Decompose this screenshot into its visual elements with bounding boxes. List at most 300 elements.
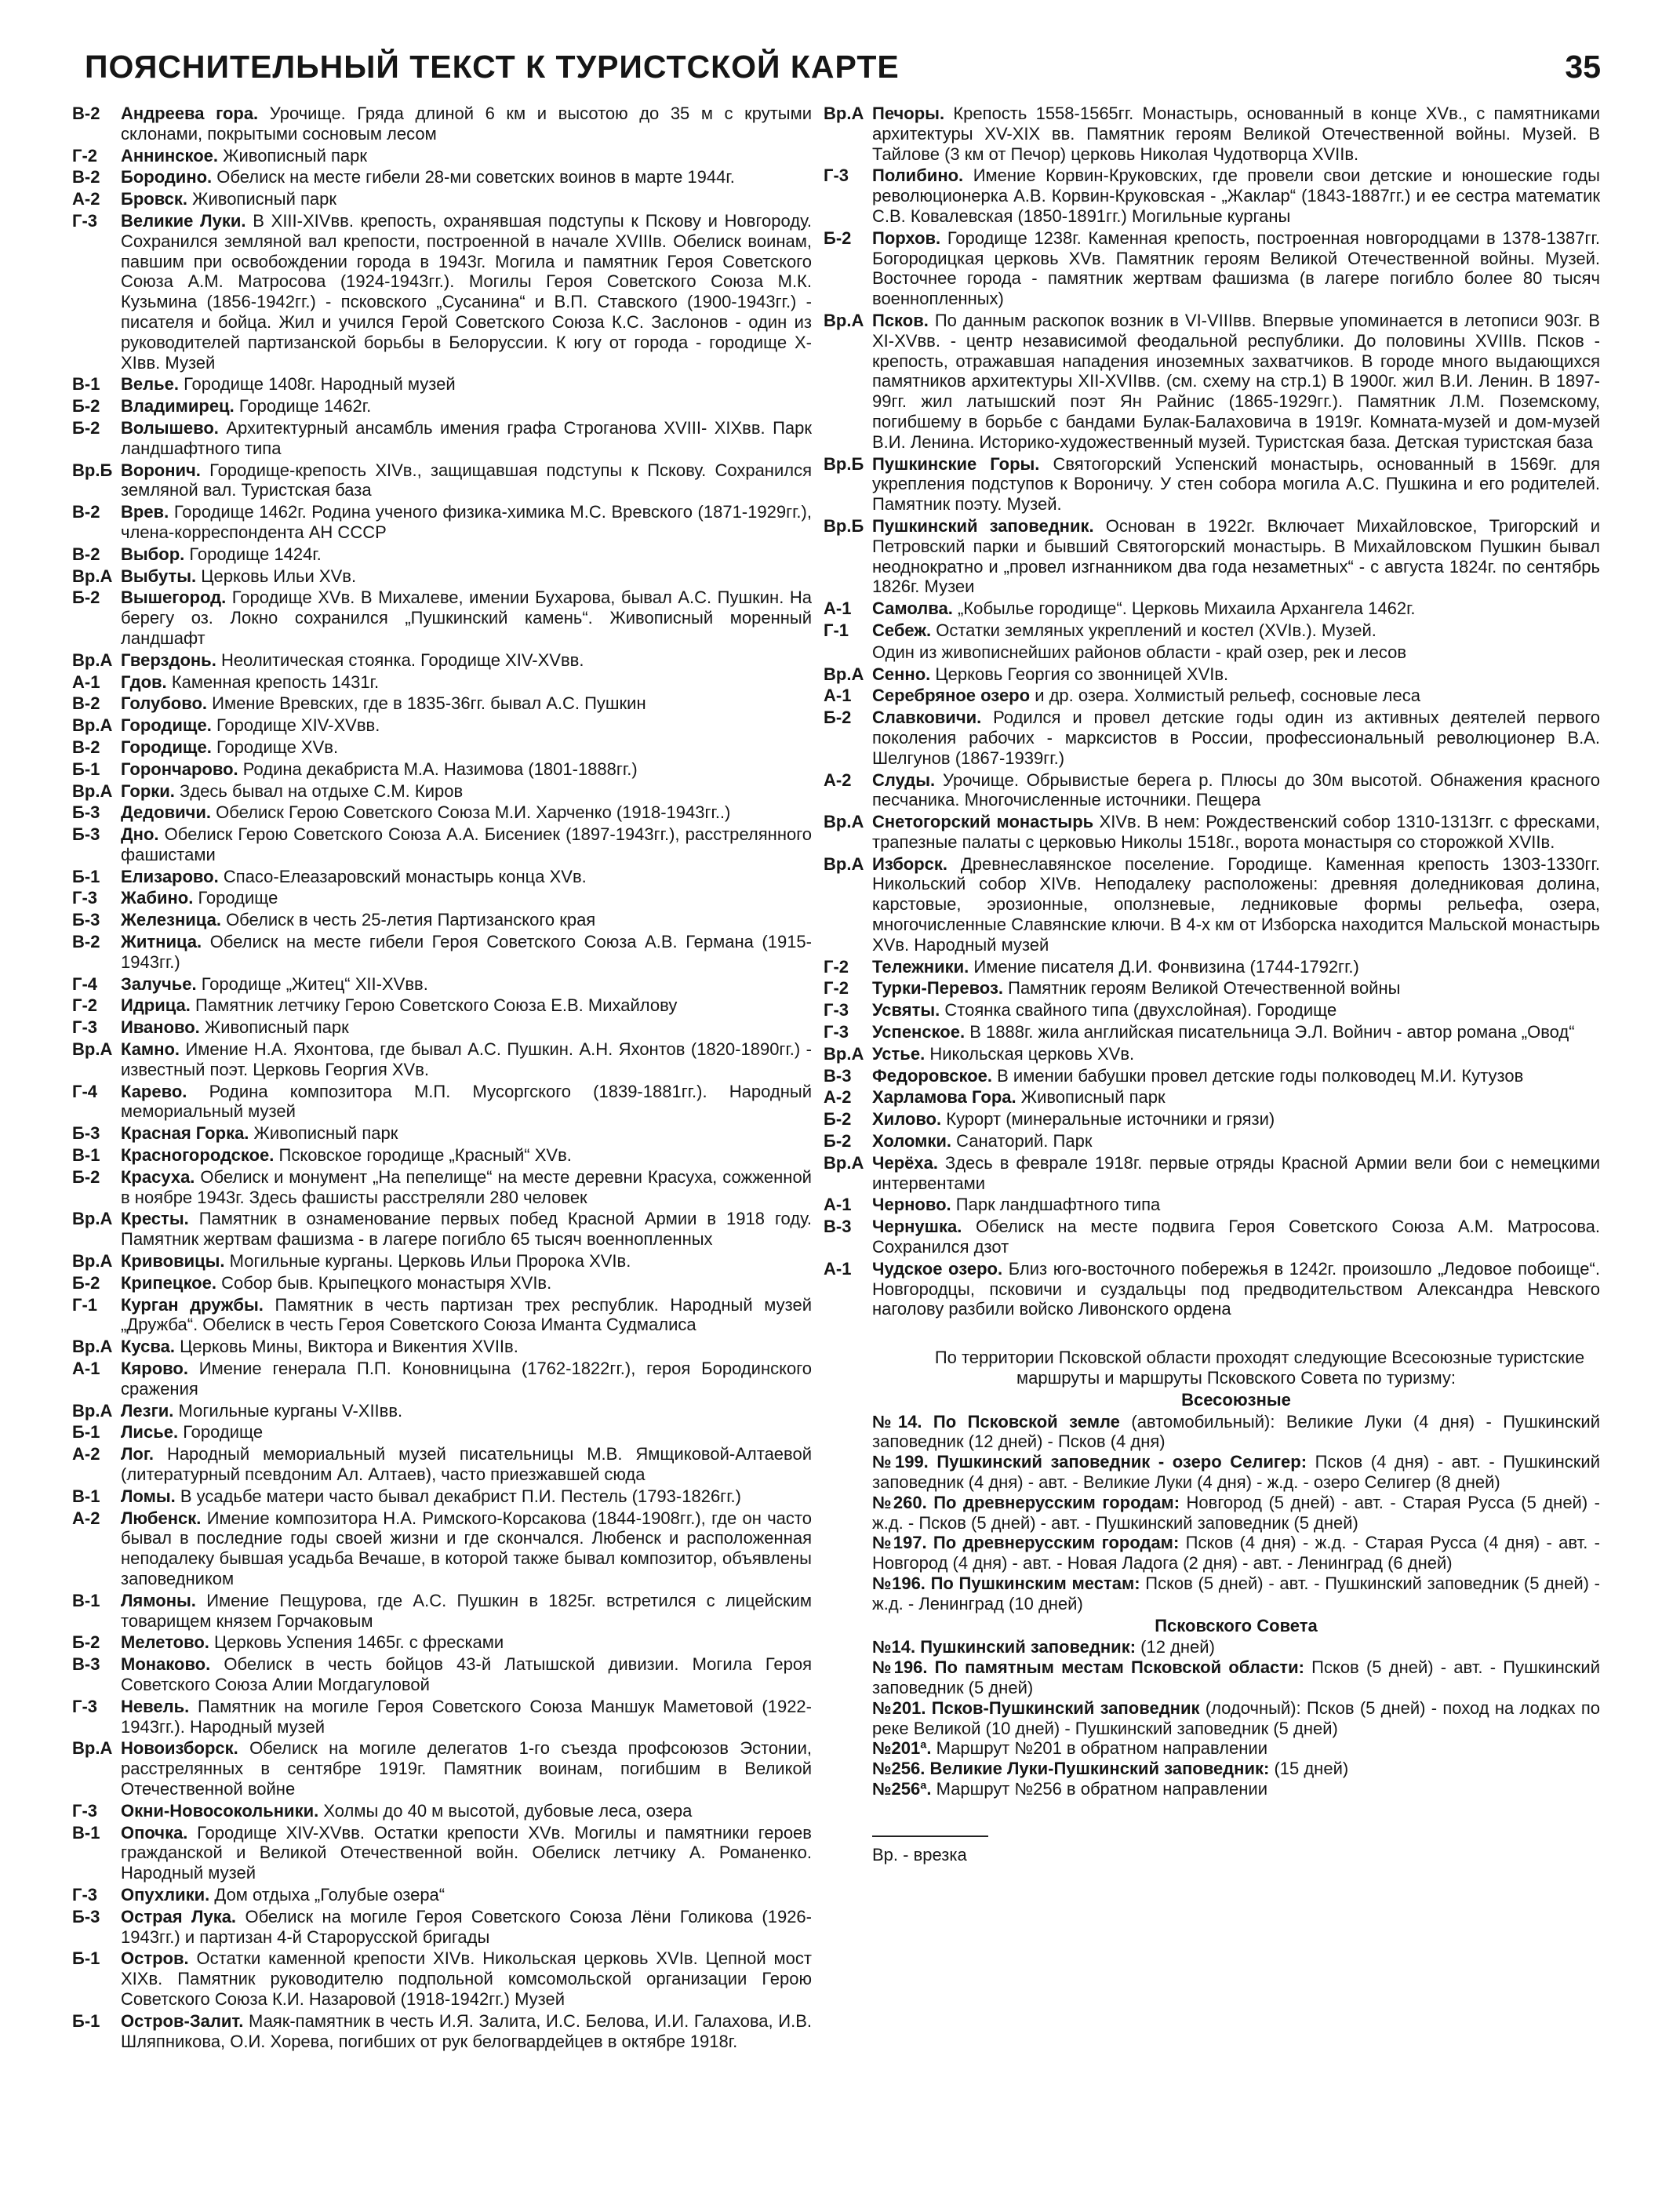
gazetteer-entry xyxy=(824,1087,1600,1108)
route-text: Маршрут №256 в обратном направлении xyxy=(936,1778,1267,1799)
map-grid-ref: А-2 xyxy=(72,1444,100,1464)
entry-description xyxy=(872,454,1600,515)
place-name: Красногородское. xyxy=(121,1145,275,1166)
entry-description xyxy=(121,974,812,995)
gazetteer-entry xyxy=(72,588,812,648)
place-name: Серебряное озеро xyxy=(872,686,1031,706)
entry-text: Имение писателя Д.И. Фонвизина (1744-1792гг.) xyxy=(973,956,1359,977)
route-number: №196. По памятным местам Псковской области: xyxy=(872,1657,1304,1678)
map-grid-ref: А-1 xyxy=(824,598,852,619)
map-grid-ref: Вр.А xyxy=(72,780,113,801)
route-text: (лодочный): Псков (5 дней) - поход на лодках по реке Великой (10 дней) - Пушкинский заповедник (5 дней) xyxy=(872,1697,1600,1738)
entry-description xyxy=(121,1486,812,1507)
entry-text: Церковь Успения 1465г. с фресками xyxy=(214,1632,504,1653)
gazetteer-entry xyxy=(72,910,812,930)
entry-text: В имении бабушки провел детские годы полководец М.И. Кутузов xyxy=(997,1065,1524,1086)
gazetteer-entry xyxy=(72,1251,812,1272)
entry-text: Никольская церковь XVв. xyxy=(929,1043,1135,1064)
gazetteer-entry xyxy=(72,1145,812,1166)
entry-text: Имение Корвин-Круковских, где провели свои детские и юношеские годы революционерка А.В. Корвин-Круковская - „Жаклар“ (1843-1887гг.) и ее сестра математик С.В. Ковалевская (1850-1891гг.) Могильные курганы xyxy=(872,166,1600,226)
map-grid-ref: Б-1 xyxy=(72,759,100,779)
route-item xyxy=(872,1759,1600,1779)
place-name: Курган дружбы. xyxy=(121,1294,264,1315)
map-grid-ref: В-2 xyxy=(72,737,100,757)
entry-text: Городище XVв. xyxy=(216,737,339,757)
map-grid-ref: Вр.А xyxy=(72,566,113,586)
entry-text: Могильные курганы V-XIIвв. xyxy=(178,1400,403,1421)
gazetteer-entry xyxy=(72,974,812,995)
gazetteer-entry xyxy=(824,516,1600,597)
entry-description xyxy=(872,620,1600,641)
route-number: №260. По древнерусским городам: xyxy=(872,1492,1180,1512)
map-grid-ref: Вр.Б xyxy=(72,460,113,480)
routes-intro: По территории Псковской области проходят следующие Всесоюзные туристские маршруты и маршруты Псковского Совета по туризму: xyxy=(934,1348,1585,1388)
map-grid-ref: Б-3 xyxy=(72,1123,100,1144)
route-item xyxy=(872,1657,1600,1698)
entry-description xyxy=(121,650,812,671)
gazetteer-entry xyxy=(824,620,1600,641)
gazetteer-entry xyxy=(72,1508,812,1589)
entry-description xyxy=(121,1039,812,1080)
entry-text: Городище 1462г. xyxy=(238,396,372,417)
entry-description xyxy=(872,1131,1600,1151)
gazetteer-entry xyxy=(72,1422,812,1443)
entry-text: Собор быв. Крыпецкого монастыря XVIв. xyxy=(221,1272,552,1293)
place-name: Городище. xyxy=(121,737,212,757)
map-grid-ref: А-2 xyxy=(72,1508,100,1528)
entry-description xyxy=(121,189,812,209)
gazetteer-entry xyxy=(824,708,1600,768)
gazetteer-entry xyxy=(72,2011,812,2052)
map-grid-ref: Г-3 xyxy=(72,1017,98,1038)
map-grid-ref: Б-2 xyxy=(72,417,100,438)
gazetteer-entry xyxy=(824,228,1600,309)
footnote-rule xyxy=(872,1835,988,1837)
gazetteer-entry xyxy=(824,311,1600,453)
entry-description xyxy=(121,460,812,501)
routes-group-heading: Всесоюзные xyxy=(1181,1389,1291,1410)
entry-text: Древнеславянское поселение. Городище. Каменная крепость 1303-1330гг. Никольский собор XIVв. Неподалеку расположены: древняя доледниковая долина, карстовые, эрозионные, оползневые, ледниковые формы рельефа, озера, многочисленные Славянские ключи. В 4-х км от Изборска находится Мальской монастырь XVв. Народный музей xyxy=(872,853,1600,955)
entry-description xyxy=(121,544,812,565)
place-name: Печоры. xyxy=(872,104,945,123)
map-grid-ref: Вр.А xyxy=(824,310,864,330)
entry-description xyxy=(872,1153,1600,1194)
map-grid-ref: Г-1 xyxy=(72,1294,98,1315)
gazetteer-entry xyxy=(72,1401,812,1421)
entry-description xyxy=(121,1123,812,1144)
map-grid-ref: Г-4 xyxy=(72,1081,98,1101)
entry-description xyxy=(872,708,1600,768)
map-grid-ref: В-3 xyxy=(72,1654,100,1675)
routes-group-heading: Псковского Совета xyxy=(1155,1615,1318,1635)
place-name: Самолва. xyxy=(872,598,953,619)
map-grid-ref: А-2 xyxy=(72,189,100,209)
place-name: Великие Луки. xyxy=(121,210,246,231)
entry-text: Святогорский Успенский монастырь, основанный в 1569г. для укрепления подступов к Вороничу. У стен собора могила А.С. Пушкина и его родителей. Памятник поэту. Музей. xyxy=(872,453,1600,515)
entry-description xyxy=(121,1251,812,1272)
page-number: 35 xyxy=(1565,49,1601,85)
entry-description xyxy=(121,502,812,543)
route-item xyxy=(872,1533,1600,1574)
place-name: Бородино. xyxy=(121,167,213,187)
place-name: Лямоны. xyxy=(121,1590,196,1610)
entry-text: Городище XVв. В Михалеве, имении Бухарова, бывал А.С. Пушкин. На берегу оз. Локно сохранился „Пушкинский камень“. Живописный моренный ландшафт xyxy=(121,588,812,648)
right-column-entries xyxy=(824,104,1600,1319)
gazetteer-entry xyxy=(72,1123,812,1144)
place-name: Славковичи. xyxy=(872,708,982,728)
entry-description xyxy=(121,1444,812,1485)
place-name: Воронич. xyxy=(121,460,201,480)
place-name: Федоровское. xyxy=(872,1065,993,1086)
place-name: Лог. xyxy=(121,1444,154,1464)
entry-text: Остатки каменной крепости XIVв. Никольская церковь XVIв. Цепной мост XIXв. Памятник руководителю подпольной комсомольской организации Герою Советского Союза К.И. Назаровой (1918-1942гг.) Музей xyxy=(121,1948,812,2009)
entry-text: Памятник на могиле Героя Советского Союза Маншук Маметовой (1922-1943гг.). Народный музей xyxy=(121,1696,812,1737)
map-grid-ref: Г-2 xyxy=(72,995,98,1016)
place-name: Устье. xyxy=(872,1043,926,1064)
gazetteer-entry xyxy=(824,1000,1600,1021)
map-grid-ref: В-3 xyxy=(824,1065,852,1086)
entry-description xyxy=(121,693,812,714)
place-name: Кресты. xyxy=(121,1209,189,1229)
map-grid-ref: Вр.А xyxy=(72,1039,113,1060)
entry-text: Обелиск Герою Советского Союза А.А. Бисениек (1897-1943гг.), расстрелянного фашистами xyxy=(121,824,812,864)
entry-text: Обелиск на могиле Героя Советского Союза Лёни Голикова (1926-1943гг.) и партизан 4-й Старорусской бригады xyxy=(121,1906,812,1947)
entry-text: Обелиск на месте гибели 28-ми советских воинов в марте 1944г. xyxy=(216,167,735,187)
place-name: Иваново. xyxy=(121,1017,200,1038)
place-name: Ломы. xyxy=(121,1486,176,1506)
place-name: Опухлики. xyxy=(121,1884,210,1905)
place-name: Гдов. xyxy=(121,671,167,692)
place-name: Карево. xyxy=(121,1081,187,1101)
entry-description xyxy=(121,1273,812,1293)
map-grid-ref: В-2 xyxy=(72,167,100,187)
gazetteer-entry xyxy=(72,1486,812,1507)
route-text: Псков (5 дней) - авт. - Пушкинский заповедник (5 дней) xyxy=(872,1657,1600,1697)
entry-text: Памятник героям Великой Отечественной войны xyxy=(1008,978,1401,999)
route-text: (15 дней) xyxy=(1274,1759,1349,1779)
map-grid-ref: Г-1 xyxy=(824,620,849,640)
entry-description xyxy=(872,228,1600,309)
place-name: Владимирец. xyxy=(121,396,235,417)
gazetteer-entry xyxy=(824,978,1600,999)
entry-description xyxy=(121,995,812,1016)
place-name: Сенно. xyxy=(872,664,931,684)
route-text: Псков (5 дней) - авт. - Пушкинский заповедник (5 дней) - ж.д. - Ленинград (10 дней) xyxy=(872,1573,1600,1614)
route-number: №14. По Псковской земле xyxy=(872,1411,1120,1432)
entry-text: Городище 1424г. xyxy=(189,544,322,564)
map-grid-ref: Г-2 xyxy=(824,956,849,977)
entry-text: Имение композитора Н.А. Римского-Корсакова (1844-1908гг.), где он часто бывал в последние годы своей жизни и где скончался. Любенск и расположенная неподалеку бывшая усадьба Вечаше, в которой также бывал композитор, объявлены заповедником xyxy=(121,1508,812,1588)
gazetteer-entry xyxy=(72,167,812,187)
map-grid-ref: Вр.А xyxy=(824,664,864,684)
entry-text: Городище 1462г. Родина ученого физика-химика М.С. Вревского (1871-1929гг.), члена-корреспондента АН СССР xyxy=(121,502,812,542)
gazetteer-entry xyxy=(824,454,1600,515)
entry-text: Городище XIV-XVвв. xyxy=(216,715,380,736)
gazetteer-entry xyxy=(72,1017,812,1038)
place-name: Вышегород. xyxy=(121,588,227,608)
map-grid-ref: Вр.А xyxy=(824,1152,864,1173)
place-name: Харламова Гора. xyxy=(872,1087,1016,1108)
entry-text: Здесь в феврале 1918г. первые отряды Красной Армии вели бои с немецкими интервентами xyxy=(872,1152,1600,1193)
entry-text: Курорт (минеральные источники и грязи) xyxy=(946,1109,1275,1130)
entry-text: XIVв. В нем: Рождественский собор 1310-1313гг. с фресками, трапезные палаты с церковью Николы 1518г., ворота монастыря со сторожкой XVIIв. xyxy=(872,812,1600,852)
entry-text: Обелиск Герою Советского Союза М.И. Харченко (1918-1943гг..) xyxy=(216,802,731,823)
entry-text: Санаторий. Парк xyxy=(956,1131,1093,1151)
place-name: Турки-Перевоз. xyxy=(872,978,1003,999)
gazetteer-entry xyxy=(72,396,812,417)
entry-text: Архитектурный ансамбль имения графа Строганова XVIII- XIXвв. Парк ландшафтного типа xyxy=(121,417,812,458)
entry-description xyxy=(121,1823,812,1883)
entry-description xyxy=(872,1000,1600,1021)
entry-text: Стоянка свайного типа (двухслойная). Городище xyxy=(944,1000,1337,1021)
entry-text: Урочище. Обрывистые берега р. Плюсы до 30м высотой. Обнажения красного песчаника. Многочисленные источники. Пещера xyxy=(872,769,1600,810)
place-name: Горончарово. xyxy=(121,759,238,779)
gazetteer-entry xyxy=(72,1337,812,1357)
entry-description xyxy=(121,1508,812,1589)
entry-text: Крепость 1558-1565гг. Монастырь, основанный в конце XVв., с памятниками архитектуры XV-XIX вв. Памятник героям Великой Отечественной войны. Музей. В Тайлове (3 км от Печор) церковь Николая Чудотворца XVIIв. xyxy=(872,104,1600,164)
gazetteer-entry xyxy=(824,664,1600,685)
map-grid-ref: В-1 xyxy=(72,1145,100,1166)
place-name: Кусва. xyxy=(121,1337,175,1357)
entry-description xyxy=(872,1259,1600,1319)
entry-text: Имение генерала П.П. Коновницына (1762-1822гг.), героя Бородинского сражения xyxy=(121,1359,812,1399)
map-grid-ref: Г-3 xyxy=(72,888,98,908)
route-text: (автомобильный): Великие Луки (4 дня) - Пушкинский заповедник (12 дней) - Псков (4 дня) xyxy=(872,1411,1600,1452)
gazetteer-entry xyxy=(824,1153,1600,1194)
entry-description xyxy=(121,211,812,373)
place-name: Красуха. xyxy=(121,1166,195,1187)
place-name: Псков. xyxy=(872,310,929,330)
gazetteer-entry xyxy=(72,867,812,887)
entry-note xyxy=(824,642,1600,663)
map-grid-ref: Вр.А xyxy=(72,1251,113,1272)
entry-text: По данным раскопок возник в VI-VIIIвв. Впервые упоминается в летописи 903г. В XI-XVвв. - центр независимой феодальной республики. До половины XVIIIв. Псков - крепость, отражавшая нападения иноземных захватчиков. В городе много выдающихся памятников архитектуры XII-XVIIвв. (см. схему на стр.1) В 1900г. жил В.И. Ленин. В 1897-99гг. жил латышский поэт Ян Райнис (1865-1929гг.). Памятник Л.М. Поземскому, погибшему в борьбе с бандами Булак-Балаховича в 1919г. Комната-музей и дом-музей В.И. Ленина. Историко-художественный музей. Туристская база. Детская туристская база xyxy=(872,310,1600,452)
entry-description xyxy=(121,588,812,648)
gazetteer-entry xyxy=(72,1823,812,1883)
place-name: Кярово. xyxy=(121,1359,188,1379)
map-grid-ref: А-1 xyxy=(824,1258,852,1279)
entry-text: Живописный парк xyxy=(192,189,337,209)
right-column xyxy=(824,104,1600,1865)
gazetteer-entry xyxy=(72,211,812,373)
place-name: Хилово. xyxy=(872,1109,942,1130)
route-number: №197. По древнерусским городам: xyxy=(872,1533,1180,1553)
place-name: Опочка. xyxy=(121,1822,188,1843)
gazetteer-entry xyxy=(72,715,812,736)
gazetteer-entry xyxy=(72,1801,812,1821)
entry-description xyxy=(121,1082,812,1122)
place-name: Идрица. xyxy=(121,995,191,1016)
map-grid-ref: Вр.А xyxy=(72,1209,113,1229)
entry-description xyxy=(121,1359,812,1399)
gazetteer-entry xyxy=(72,1697,812,1737)
gazetteer-entry xyxy=(72,737,812,758)
map-grid-ref: Вр.А xyxy=(72,1738,113,1759)
place-name: Жабино. xyxy=(121,888,194,908)
gazetteer-entry xyxy=(824,1217,1600,1257)
entry-text: Городище 1408г. Народный музей xyxy=(184,374,456,395)
place-name: Чернушка. xyxy=(872,1217,962,1237)
entry-text: и др. озера. Холмистый рельеф, сосновые леса xyxy=(1035,686,1420,706)
entry-text: Городище XIV-XVвв. Остатки крепости XVв. Могилы и памятники героев гражданской и Великой Отечественной войн. Обелиск летчику А. Романенко. Народный музей xyxy=(121,1822,812,1883)
gazetteer-entry xyxy=(824,1109,1600,1130)
place-name: Красная Горка. xyxy=(121,1123,249,1144)
route-text: Маршрут №201 в обратном направлении xyxy=(936,1738,1267,1759)
place-name: Врев. xyxy=(121,502,169,522)
routes-section xyxy=(824,1348,1600,1799)
entry-text: Неолитическая стоянка. Городище XIV-XVвв. xyxy=(220,649,584,670)
map-grid-ref: В-3 xyxy=(824,1217,852,1237)
gazetteer-entry xyxy=(72,824,812,865)
entry-description xyxy=(121,888,812,908)
map-grid-ref: Б-1 xyxy=(72,866,100,886)
entry-text: Обелиск в честь бойцов 43-й Латышской дивизии. Могила Героя Советского Союза Алии Могдагуловой xyxy=(121,1654,812,1694)
place-name: Окни-Новосокольники. xyxy=(121,1800,319,1821)
map-grid-ref: Б-3 xyxy=(72,824,100,845)
gazetteer-entry xyxy=(72,995,812,1016)
entry-description xyxy=(121,1885,812,1905)
map-grid-ref: Вр.А xyxy=(72,1400,113,1421)
gazetteer-entry xyxy=(72,693,812,714)
entry-text: Памятник летчику Герою Советского Союза Е.В. Михайлову xyxy=(195,995,678,1016)
gazetteer-entry xyxy=(824,957,1600,977)
map-grid-ref: Г-3 xyxy=(72,1800,98,1821)
map-grid-ref: В-1 xyxy=(72,374,100,395)
entry-description xyxy=(121,1167,812,1208)
place-name: Елизарово. xyxy=(121,866,219,886)
gazetteer-entry xyxy=(72,1591,812,1632)
gazetteer-entry xyxy=(72,1444,812,1485)
entry-text: Городище-крепость XIVв., защищавшая подступы к Пскову. Сохранился земляной вал. Туристская база xyxy=(121,460,812,500)
map-grid-ref: Вр.А xyxy=(824,104,864,123)
map-grid-ref: Б-2 xyxy=(824,1109,852,1130)
gazetteer-entry xyxy=(72,460,812,501)
entry-description xyxy=(121,418,812,459)
entry-text: В 1888г. жила английская писательница Э.Л. Войнич - автор романа „Овод“ xyxy=(969,1022,1575,1042)
entry-text: Живописный парк xyxy=(1020,1087,1166,1108)
entry-description xyxy=(121,167,812,187)
place-name: Дно. xyxy=(121,824,159,845)
map-grid-ref: Б-1 xyxy=(72,1948,100,1969)
entry-text: Псковское городище „Красный“ XVв. xyxy=(278,1145,572,1166)
place-name: Бровск. xyxy=(121,189,188,209)
route-text: Псков (4 дня) - авт. - Пушкинский заповедник (4 дня) - авт. - Великие Луки (4 дня) - ж.д. - озеро Селигер (8 дней) xyxy=(872,1452,1601,1492)
entry-description xyxy=(121,910,812,930)
route-item xyxy=(872,1637,1600,1657)
entry-description xyxy=(121,1948,812,2009)
gazetteer-entry xyxy=(72,932,812,973)
map-grid-ref: Б-2 xyxy=(72,1632,100,1653)
map-grid-ref: Г-3 xyxy=(72,1884,98,1905)
route-number: №256. Великие Луки-Пушкинский заповедник: xyxy=(872,1759,1270,1779)
gazetteer-entry xyxy=(72,1295,812,1336)
entry-text: Родился и провел детские годы один из активных деятелей первого поколения рабочих - марксистов в России, профессиональный революционер В.А. Шелгунов (1867-1939гг.) xyxy=(872,708,1600,768)
place-name: Лисье. xyxy=(121,1422,179,1443)
gazetteer-entry xyxy=(72,672,812,693)
place-name: Волышево. xyxy=(121,417,219,438)
entry-description xyxy=(121,104,812,144)
entry-description xyxy=(121,759,812,780)
place-name: Черново. xyxy=(872,1195,951,1215)
gazetteer-entry xyxy=(72,1209,812,1250)
entry-description xyxy=(121,566,812,587)
place-name: Пушкинский заповедник. xyxy=(872,515,1094,536)
map-grid-ref: Вр.А xyxy=(72,649,113,670)
route-number: №196. По Пушкинским местам: xyxy=(872,1573,1140,1593)
entry-text: Городище xyxy=(183,1422,264,1443)
place-name: Новоизборск. xyxy=(121,1738,238,1759)
place-name: Тележники. xyxy=(872,956,969,977)
route-text: Новгород (5 дней) - авт. - Старая Русса (5 дней) - ж.д. - Псков (5 дней) - авт. - Пушкинский заповедник (5 дней) xyxy=(872,1492,1601,1533)
footnote-text: Вр. - врезка xyxy=(872,1844,967,1865)
gazetteer-entry xyxy=(72,888,812,908)
entry-text: Обелиск на могиле делегатов 1-го съезда профсоюзов Эстонии, расстрелянных в сентябре 1919г. Памятник воинам, погибшим в Великой Отечественной войне xyxy=(121,1738,812,1799)
route-text: (12 дней) xyxy=(1140,1637,1215,1657)
place-name: Острая Лука. xyxy=(121,1906,237,1926)
map-grid-ref: Г-4 xyxy=(72,973,98,994)
route-number: №201ª. xyxy=(872,1738,932,1759)
map-grid-ref: Г-2 xyxy=(72,145,98,166)
entry-text: Церковь Георгия со звонницей XVIв. xyxy=(935,664,1229,684)
entry-text: Обелиск и монумент „На пепелище“ на месте деревни Красуха, сожженной в ноябре 1943г. Здесь фашисты расстреляли 280 человек xyxy=(121,1166,812,1207)
gazetteer-entry xyxy=(72,374,812,395)
place-name: Усвяты. xyxy=(872,1000,940,1021)
map-grid-ref: Б-3 xyxy=(72,910,100,930)
gazetteer-entry xyxy=(72,1082,812,1122)
gazetteer-entry xyxy=(72,650,812,671)
route-item xyxy=(872,1698,1600,1739)
gazetteer-entry xyxy=(824,1259,1600,1319)
map-grid-ref: Г-3 xyxy=(824,1022,849,1042)
route-item xyxy=(872,1779,1600,1799)
entry-description xyxy=(872,1217,1600,1257)
entry-description xyxy=(121,781,812,802)
entry-description xyxy=(121,1907,812,1948)
gazetteer-entry xyxy=(824,1044,1600,1064)
entry-text: Маяк-памятник в честь И.Я. Залита, И.С. Белова, И.И. Галахова, И.В. Шляпникова, О.И. Хорева, погибших от рук белогвардейцев в октябре 1918г. xyxy=(121,2010,812,2051)
map-grid-ref: Вр.А xyxy=(824,853,864,874)
entry-text: Обелиск на месте гибели Героя Советского Союза А.В. Германа (1915-1943гг.) xyxy=(121,932,812,972)
gazetteer-entry xyxy=(72,189,812,209)
entry-description xyxy=(872,311,1600,453)
map-grid-ref: В-2 xyxy=(72,932,100,952)
map-grid-ref: Г-3 xyxy=(72,1696,98,1716)
gazetteer-entry xyxy=(72,418,812,459)
entry-text: Городище 1238г. Каменная крепость, построенная новгородцами в 1378-1387гг. Богородицкая церковь XVв. Памятник героям Великой Отечественной войны. Музей. Восточнее города - памятник жертвам фашизма (в лагере погибло более 80 тысяч военнопленных) xyxy=(872,227,1600,309)
gazetteer-entry xyxy=(72,1885,812,1905)
gazetteer-entry xyxy=(72,781,812,802)
gazetteer-entry xyxy=(824,104,1600,164)
map-grid-ref: В-2 xyxy=(72,104,100,123)
footnote xyxy=(824,1835,1600,1865)
entry-text: В XIII-XIVвв. крепость, охранявшая подступы к Пскову и Новгороду. Сохранился земляной вал крепости, построенной в начале XVIIIв. Обелиск воинам, павшим при освобождении города в 1943г. Могила и памятник Героя Советского Союза А.М. Матросова (1924-1943гг.). Могилы Героя Советского Союза М.К. Кузьмина (1856-1942гг.) - псковского „Сусанина“ и В.П. Ставского (1900-1943гг.) - писателя и бойца. Жил и учился Герой Советского Союза К.С. Заслонов - один из руководителей партизанской борьбы в Белоруссии. К югу от города - городище X-XIвв. Музей xyxy=(121,210,812,373)
map-grid-ref: В-2 xyxy=(72,544,100,564)
gazetteer-entry xyxy=(72,502,812,543)
place-name: Невель. xyxy=(121,1696,190,1716)
place-name: Снетогорский монастырь xyxy=(872,812,1094,832)
entry-description xyxy=(121,1591,812,1632)
entry-description xyxy=(121,802,812,823)
place-name: Остров-Залит. xyxy=(121,2010,244,2031)
place-name: Гверздонь. xyxy=(121,649,216,670)
entry-description xyxy=(121,1401,812,1421)
place-name: Пушкинские Горы. xyxy=(872,453,1040,474)
gazetteer-entry xyxy=(72,104,812,144)
entry-description xyxy=(121,1422,812,1443)
entry-text: Живописный парк xyxy=(253,1123,398,1144)
map-grid-ref: В-2 xyxy=(72,693,100,714)
map-grid-ref: Б-2 xyxy=(824,1131,852,1151)
